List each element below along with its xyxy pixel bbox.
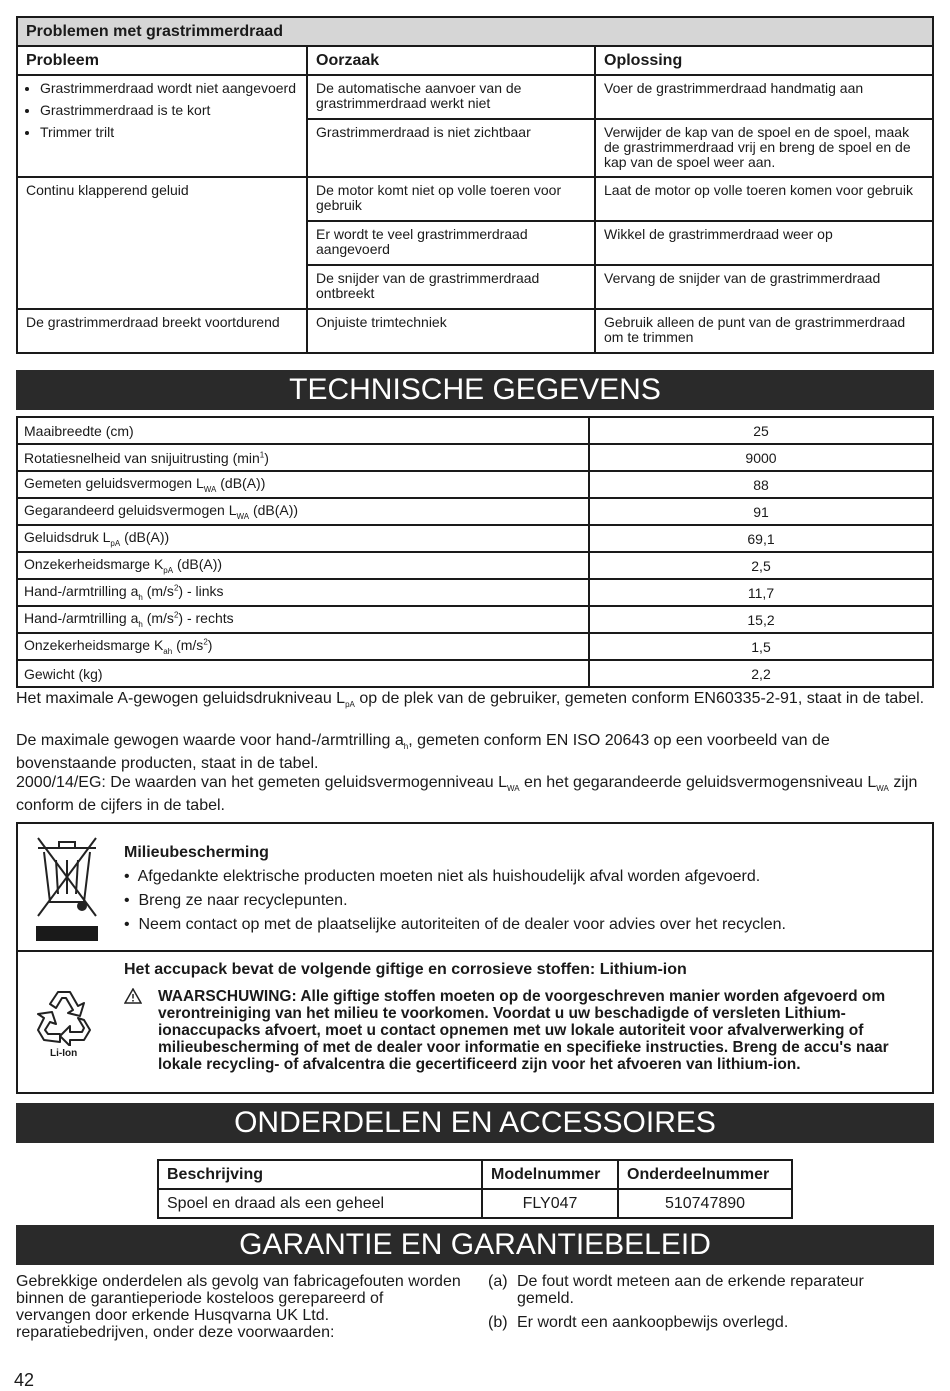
divider xyxy=(18,950,932,952)
environment-box xyxy=(16,822,934,1094)
tech-value: 88 xyxy=(589,471,933,498)
tech-label: Hand-/armtrilling $a_h$ $(m/s^2)$ - links xyxy=(17,579,589,606)
header-description: Beschrijving xyxy=(158,1160,482,1189)
tech-value: 15,2 xyxy=(589,606,933,633)
header-solution: Oplossing xyxy=(595,46,933,75)
list-marker: (a) xyxy=(488,1273,508,1290)
table-row xyxy=(17,525,933,552)
tech-value: 25 xyxy=(589,417,933,444)
list-item: Er wordt een aankoopbewijs overlegd. xyxy=(517,1314,789,1331)
tech-value: 11,7 xyxy=(589,579,933,606)
tech-label: Gewicht (kg) xyxy=(17,660,589,687)
weee-bin-icon xyxy=(32,834,102,944)
list-item: • Grastrimmerdraad wordt niet aangevoerd xyxy=(40,81,298,96)
problem-cell: De grastrimmerdraad breekt voortdurend xyxy=(17,309,307,353)
solution-cell: Voer de grastrimmerdraad handmatig aan xyxy=(595,75,933,119)
cause-cell: Er wordt te veel grastrimmerdraad aangevoerd xyxy=(307,221,595,265)
list-item: • Breng ze naar recyclepunten. xyxy=(124,892,348,909)
table-row xyxy=(17,498,933,525)
table-row xyxy=(17,633,933,660)
warranty-text: Gebrekkige onderdelen als gevolg van fabricagefouten worden binnen de garantieperiode kosteloos gerepareerd of vervangen door erkende Husqvarna UK Ltd. reparatiebedrijven, onder deze voorwaarden: xyxy=(16,1273,461,1341)
list-item: • Grastrimmerdraad is te kort xyxy=(40,103,298,118)
cause-cell: De automatische aanvoer van de grastrimmerdraad werkt niet xyxy=(307,75,595,119)
header-model-number: Modelnummer xyxy=(482,1160,618,1189)
tech-value: 69,1 xyxy=(589,525,933,552)
header-part-number: Onderdeelnummer xyxy=(618,1160,792,1189)
tech-label: Hand-/armtrilling $a_h$ $(m/s^2)$ - rechts xyxy=(17,606,589,633)
table-row xyxy=(158,1189,792,1218)
recycle-icon xyxy=(34,986,94,1046)
table-row xyxy=(158,1160,792,1189)
warning-icon xyxy=(124,988,142,1004)
part-model-number: FLY047 xyxy=(482,1189,618,1218)
cause-cell: De motor komt niet op volle toeren voor gebruik xyxy=(307,177,595,221)
solution-cell: Wikkel de grastrimmerdraad weer op xyxy=(595,221,933,265)
tech-label: Gemeten geluidsvermogen $L_{WA}$ (dB(A)) xyxy=(17,471,589,498)
warranty-heading: GARANTIE EN GARANTIEBELEID xyxy=(16,1225,934,1265)
tech-value: 91 xyxy=(589,498,933,525)
tech-label: Onzekerheidsmarge $K_{pA}$ (dB(A)) xyxy=(17,552,589,579)
tech-label: Gegarandeerd geluidsvermogen $L_{WA}$ (dB(A)) xyxy=(17,498,589,525)
table-row xyxy=(17,660,933,687)
list-item: • Neem contact op met de plaatselijke autoriteiten of de dealer voor advies over het recyclen. xyxy=(124,916,786,933)
tech-value: 1,5 xyxy=(589,633,933,660)
table-row xyxy=(17,471,933,498)
problem-cell: Continu klapperend geluid xyxy=(17,177,307,309)
list-item: • Trimmer trilt xyxy=(40,125,298,140)
cause-cell: De snijder van de grastrimmerdraad ontbreekt xyxy=(307,265,595,309)
cause-cell: Onjuiste trimtechniek xyxy=(307,309,595,353)
problem-cell xyxy=(17,75,307,177)
part-description: Spoel en draad als een geheel xyxy=(158,1189,482,1218)
problem-list xyxy=(26,81,298,140)
cause-cell: Grastrimmerdraad is niet zichtbaar xyxy=(307,119,595,177)
table-row xyxy=(17,552,933,579)
tech-label: Onzekerheidsmarge $K_{ah}$ $(m/s^2)$ xyxy=(17,633,589,660)
tech-label: Rotatiesnelheid van snijuitrusting $(\min^1)$ xyxy=(17,444,589,471)
solution-cell: Verwijder de kap van de spoel en de spoel, maak de grastrimmerdraad vrij en breng de spoel en de kap van de spoel weer aan. xyxy=(595,119,933,177)
solution-cell: Laat de motor op volle toeren komen voor gebruik xyxy=(595,177,933,221)
parts-table xyxy=(157,1159,793,1219)
parts-heading: ONDERDELEN EN ACCESSOIRES xyxy=(16,1103,934,1143)
tech-value: 9000 xyxy=(589,444,933,471)
li-ion-label: Li-Ion xyxy=(50,1048,78,1059)
tech-heading: TECHNISCHE GEGEVENS xyxy=(16,370,934,410)
table-row xyxy=(17,444,933,471)
page-number: 42 xyxy=(14,1370,35,1390)
solution-cell: Gebruik alleen de punt van de grastrimmerdraad om te trimmen xyxy=(595,309,933,353)
tech-value: 2,5 xyxy=(589,552,933,579)
paragraph-sound-pressure: Het maximale A-gewogen geluidsdrukniveau $L_{pA}$ op de plek van de gebruiker, gemeten conform EN60335-2-91, staat in de tabel. xyxy=(16,690,925,710)
warning-text: WAARSCHUWING: Alle giftige stoffen moeten op de voorgeschreven manier worden afgevoerd om verontreiniging van het milieu te voorkomen. Voordat u uw beschadigde of versleten Lithium-ionaccupacks afvoert, moet u contact opnemen met uw lokale autoriteit voor afvalverwerking of milieubescherming of met de dealer voor informatie en specifieke instructies. Breng de accu's naar lokale recycling- of afvalcentra die gecertificeerd zijn voor het afvoeren van lithium-ion. xyxy=(158,988,889,1073)
environment-title: Milieubescherming xyxy=(124,844,269,861)
tech-table xyxy=(16,416,934,688)
list-item: De fout wordt meteen aan de erkende reparateur gemeld. xyxy=(517,1273,864,1307)
header-problem: Probleem xyxy=(17,46,307,75)
paragraph-vibration: De maximale gewogen waarde voor hand-/armtrilling $a_h$, gemeten conform EN ISO 20643 op een voorbeeld van de bovenstaande producten, staat in de tabel. xyxy=(16,732,830,773)
list-item: • Afgedankte elektrische producten moeten niet als huishoudelijk afval worden afgevoerd. xyxy=(124,868,761,885)
part-number: 510747890 xyxy=(618,1189,792,1218)
table-row xyxy=(17,579,933,606)
list-marker: (b) xyxy=(488,1314,508,1331)
paragraph-directive: 2000/14/EG: De waarden van het gemeten geluidsvermogenniveau $L_{WA}$ en het gegarandeerde geluidsvermogensniveau $L_{WA}$ zijn conform de cijfers in de tabel. xyxy=(16,774,918,815)
troubleshooting-table xyxy=(16,16,934,354)
troubleshooting-title: Problemen met grastrimmerdraad xyxy=(17,17,933,46)
tech-label: Maaibreedte (cm) xyxy=(17,417,589,444)
header-cause: Oorzaak xyxy=(307,46,595,75)
table-row xyxy=(17,606,933,633)
tech-label: Geluidsdruk $L_{pA}$ (dB(A)) xyxy=(17,525,589,552)
solution-cell: Vervang de snijder van de grastrimmerdraad xyxy=(595,265,933,309)
table-row xyxy=(17,417,933,444)
tech-value: 2,2 xyxy=(589,660,933,687)
battery-title: Het accupack bevat de volgende giftige en corrosieve stoffen: Lithium-ion xyxy=(124,961,687,978)
